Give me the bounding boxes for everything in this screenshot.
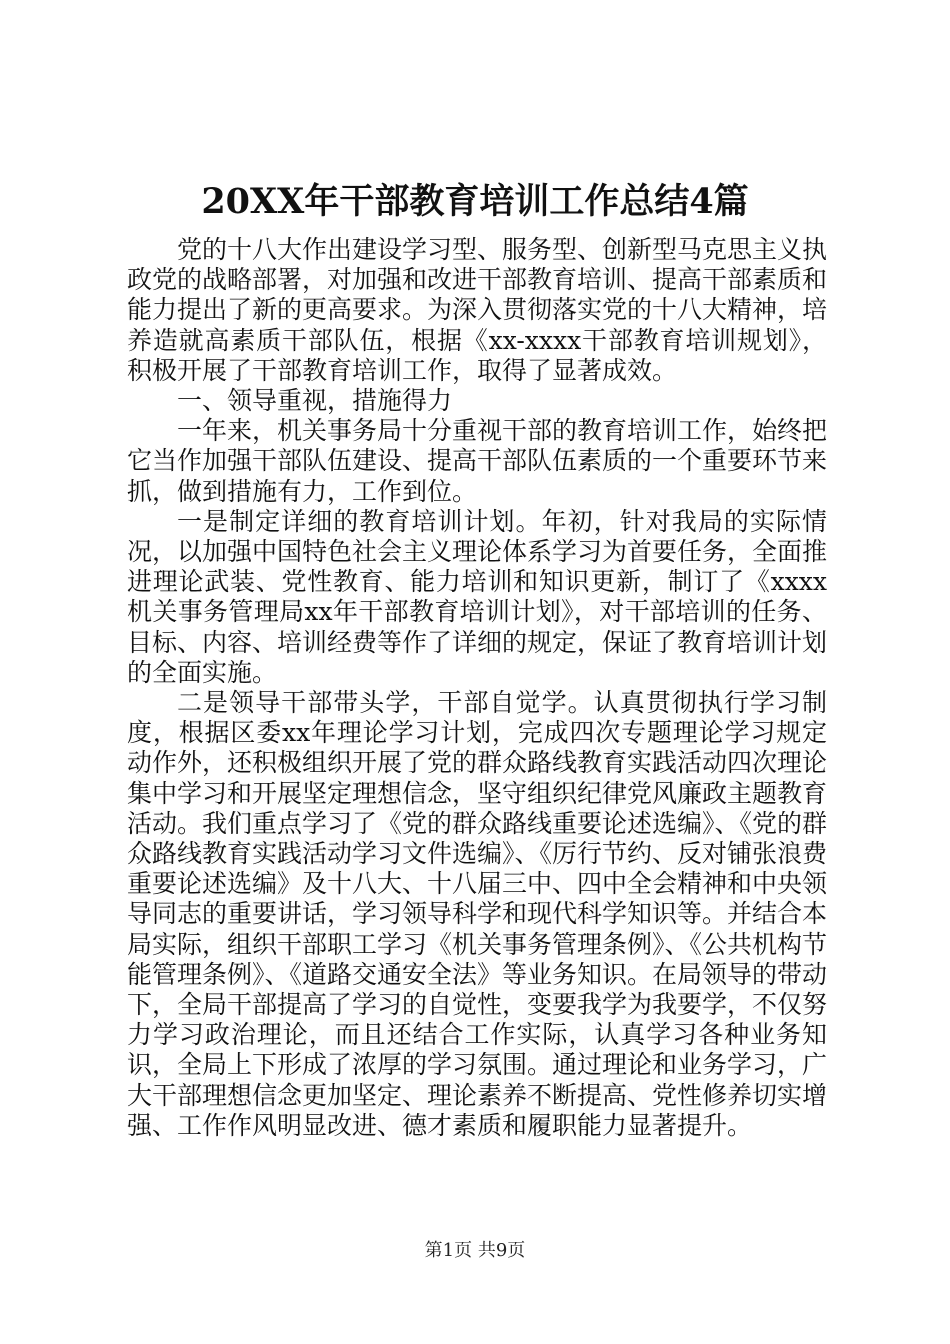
paragraph-leadership-study: 二是领导干部带头学，干部自觉学。认真贯彻执行学习制度，根据区委xx年理论学习计划，完成四次专题理论学习规定动作外，还积极组织开展了党的群众路线教育实践活动四次理论集中学习和开展坚定理想信念，坚守组织纪律党风廉政主题教育活动。我们重点学习了《党的群众路线重要论述选编》、《党的群众路线教育实践活动学习文件选编》、《厉行节约、反对铺张浪费重要论述选编》及十八大、十八届三中、四中全会精神和中央领导同志的重要讲话，学习领导科学和现代科学知识等。并结合本局实际，组织干部职工学习《机关事务管理条例》、《公共机构节能管理条例》、《道路交通安全法》等业务知识。在局领导的带动下，全局干部提高了学习的自觉性，变要我学为我要学，不仅努力学习政治理论，而且还结合工作实际，认真学习各种业务知识，全局上下形成了浓厚的学习氛围。通过理论和业务学习，广大干部理想信念更加坚定、理论素养不断提高、党性修养切实增强、工作作风明显改进、德才素质和履职能力显著提升。 xyxy=(127,688,828,1140)
document-title: 20XX年干部教育培训工作总结4篇 xyxy=(201,181,749,222)
document-body xyxy=(127,235,827,1141)
paragraph-overview: 一年来，机关事务局十分重视干部的教育培训工作，始终把它当作加强干部队伍建设、提高干部队伍素质的一个重要环节来抓，做到措施有力，工作到位。 xyxy=(127,416,828,506)
page-footer: 第1页 共9页 xyxy=(424,1240,526,1261)
section-heading-1: 一、领导重视，措施得力 xyxy=(177,386,453,416)
paragraph-plan: 一是制定详细的教育培训计划。年初，针对我局的实际情况，以加强中国特色社会主义理论体系学习为首要任务，全面推进理论武装、党性教育、能力培训和知识更新，制订了《xxxx机关事务管理局xx年干部教育培训计划》，对干部培训的任务、目标、内容、培训经费等作了详细的规定，保证了教育培训计划的全面实施。 xyxy=(127,506,828,687)
paragraph-intro: 党的十八大作出建设学习型、服务型、创新型马克思主义执政党的战略部署，对加强和改进干部教育培训、提高干部素质和能力提出了新的更高要求。为深入贯彻落实党的十八大精神，培养造就高素质干部队伍，根据《xx-xxxx干部教育培训规划》，积极开展了干部教育培训工作，取得了显著成效。 xyxy=(127,235,828,385)
